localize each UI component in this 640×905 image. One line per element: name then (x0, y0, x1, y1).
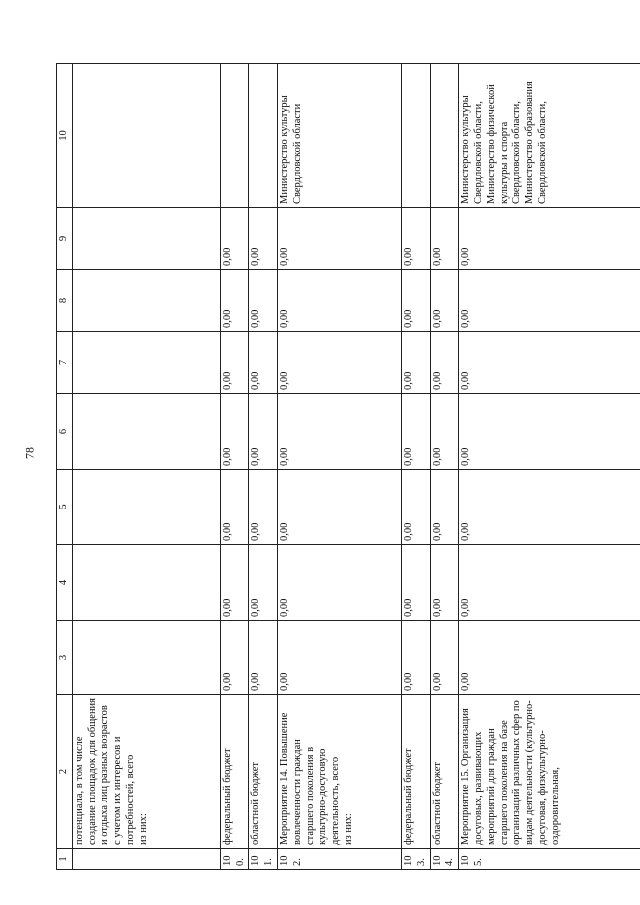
value-cell: 0,00 (249, 332, 278, 394)
row-number: 105. (459, 849, 640, 870)
row-title: Мероприятие 15. Организация досуговых, развивающих мероприятий для граждан старшего поколения на базе организаций различных сфер по видам деятельности (культурно-досуговая, физкультурно-оздоровительная, (459, 695, 640, 849)
table-row (220, 64, 249, 870)
row-title: областной бюджет (430, 695, 459, 849)
value-cell: 0,00 (249, 394, 278, 470)
value-cell: 0,00 (430, 621, 459, 695)
col-number: 7 (57, 332, 73, 394)
value-cell: 0,00 (401, 332, 430, 394)
executor-cell (72, 64, 220, 208)
value-cell: 0,00 (459, 470, 640, 545)
executor-cell (401, 64, 430, 208)
value-cell: 0,00 (277, 208, 401, 270)
value-cell: 0,00 (277, 621, 401, 695)
value-cell: 0,00 (220, 270, 249, 332)
value-cell: 0,00 (277, 270, 401, 332)
col-number: 5 (57, 470, 73, 545)
value-cell: 0,00 (277, 470, 401, 545)
row-title: потенциала, в том числе создание площадок для общения и отдыха лиц разных возрастов с учетом их интересов и потребностей, всего из них: (72, 695, 220, 849)
row-title: федеральный бюджет (220, 695, 249, 849)
table-row (430, 64, 459, 870)
value-cell (72, 270, 220, 332)
table-row (249, 64, 278, 870)
value-cell: 0,00 (401, 208, 430, 270)
row-number: 102. (277, 849, 401, 870)
value-cell (72, 332, 220, 394)
table-row (401, 64, 430, 870)
value-cell: 0,00 (220, 470, 249, 545)
row-title: федеральный бюджет (401, 695, 430, 849)
value-cell: 0,00 (401, 270, 430, 332)
value-cell: 0,00 (459, 208, 640, 270)
value-cell (72, 545, 220, 621)
row-number (72, 849, 220, 870)
row-title: областной бюджет (249, 695, 278, 849)
executor-cell (220, 64, 249, 208)
value-cell: 0,00 (220, 394, 249, 470)
value-cell: 0,00 (430, 545, 459, 621)
value-cell: 0,00 (249, 208, 278, 270)
col-number: 6 (57, 394, 73, 470)
col-number: 3 (57, 621, 73, 695)
col-number: 4 (57, 545, 73, 621)
budget-table (56, 63, 640, 870)
value-cell: 0,00 (430, 270, 459, 332)
executor-cell (430, 64, 459, 208)
row-number: 100. (220, 849, 249, 870)
value-cell: 0,00 (277, 394, 401, 470)
executor-cell: Министерство культуры Свердловской области, Министерство физической культуры и спорта Свердловской области, Министерство образования Свердловской области, (459, 64, 640, 208)
row-number: 101. (249, 849, 278, 870)
value-cell: 0,00 (430, 394, 459, 470)
rotated-table-container (56, 64, 590, 870)
column-number-row (57, 64, 73, 870)
page-number: 78 (22, 447, 37, 459)
value-cell: 0,00 (220, 208, 249, 270)
table-row (277, 64, 401, 870)
table-row (459, 64, 640, 870)
value-cell: 0,00 (249, 470, 278, 545)
col-number: 8 (57, 270, 73, 332)
value-cell: 0,00 (220, 621, 249, 695)
value-cell: 0,00 (249, 270, 278, 332)
table-row (72, 64, 220, 870)
value-cell: 0,00 (401, 470, 430, 545)
value-cell: 0,00 (277, 545, 401, 621)
col-number: 9 (57, 208, 73, 270)
value-cell: 0,00 (459, 545, 640, 621)
value-cell: 0,00 (459, 332, 640, 394)
col-number: 1 (57, 849, 73, 870)
row-number: 104. (430, 849, 459, 870)
value-cell: 0,00 (277, 332, 401, 394)
value-cell (72, 208, 220, 270)
value-cell (72, 470, 220, 545)
col-number: 2 (57, 695, 73, 849)
row-number: 103. (401, 849, 430, 870)
col-number: 10 (57, 64, 73, 208)
value-cell: 0,00 (401, 621, 430, 695)
value-cell: 0,00 (220, 545, 249, 621)
value-cell (72, 394, 220, 470)
value-cell: 0,00 (430, 208, 459, 270)
value-cell: 0,00 (430, 332, 459, 394)
value-cell: 0,00 (459, 621, 640, 695)
value-cell: 0,00 (220, 332, 249, 394)
value-cell: 0,00 (249, 621, 278, 695)
value-cell (72, 621, 220, 695)
value-cell: 0,00 (249, 545, 278, 621)
value-cell: 0,00 (459, 394, 640, 470)
value-cell: 0,00 (401, 545, 430, 621)
executor-cell: Министерство культуры Свердловской области (277, 64, 401, 208)
value-cell: 0,00 (459, 270, 640, 332)
value-cell: 0,00 (430, 470, 459, 545)
value-cell: 0,00 (401, 394, 430, 470)
row-title: Мероприятие 14. Повышение вовлеченности граждан старшего поколения в культурно-досуговую деятельность, всего из них: (277, 695, 401, 849)
executor-cell (249, 64, 278, 208)
